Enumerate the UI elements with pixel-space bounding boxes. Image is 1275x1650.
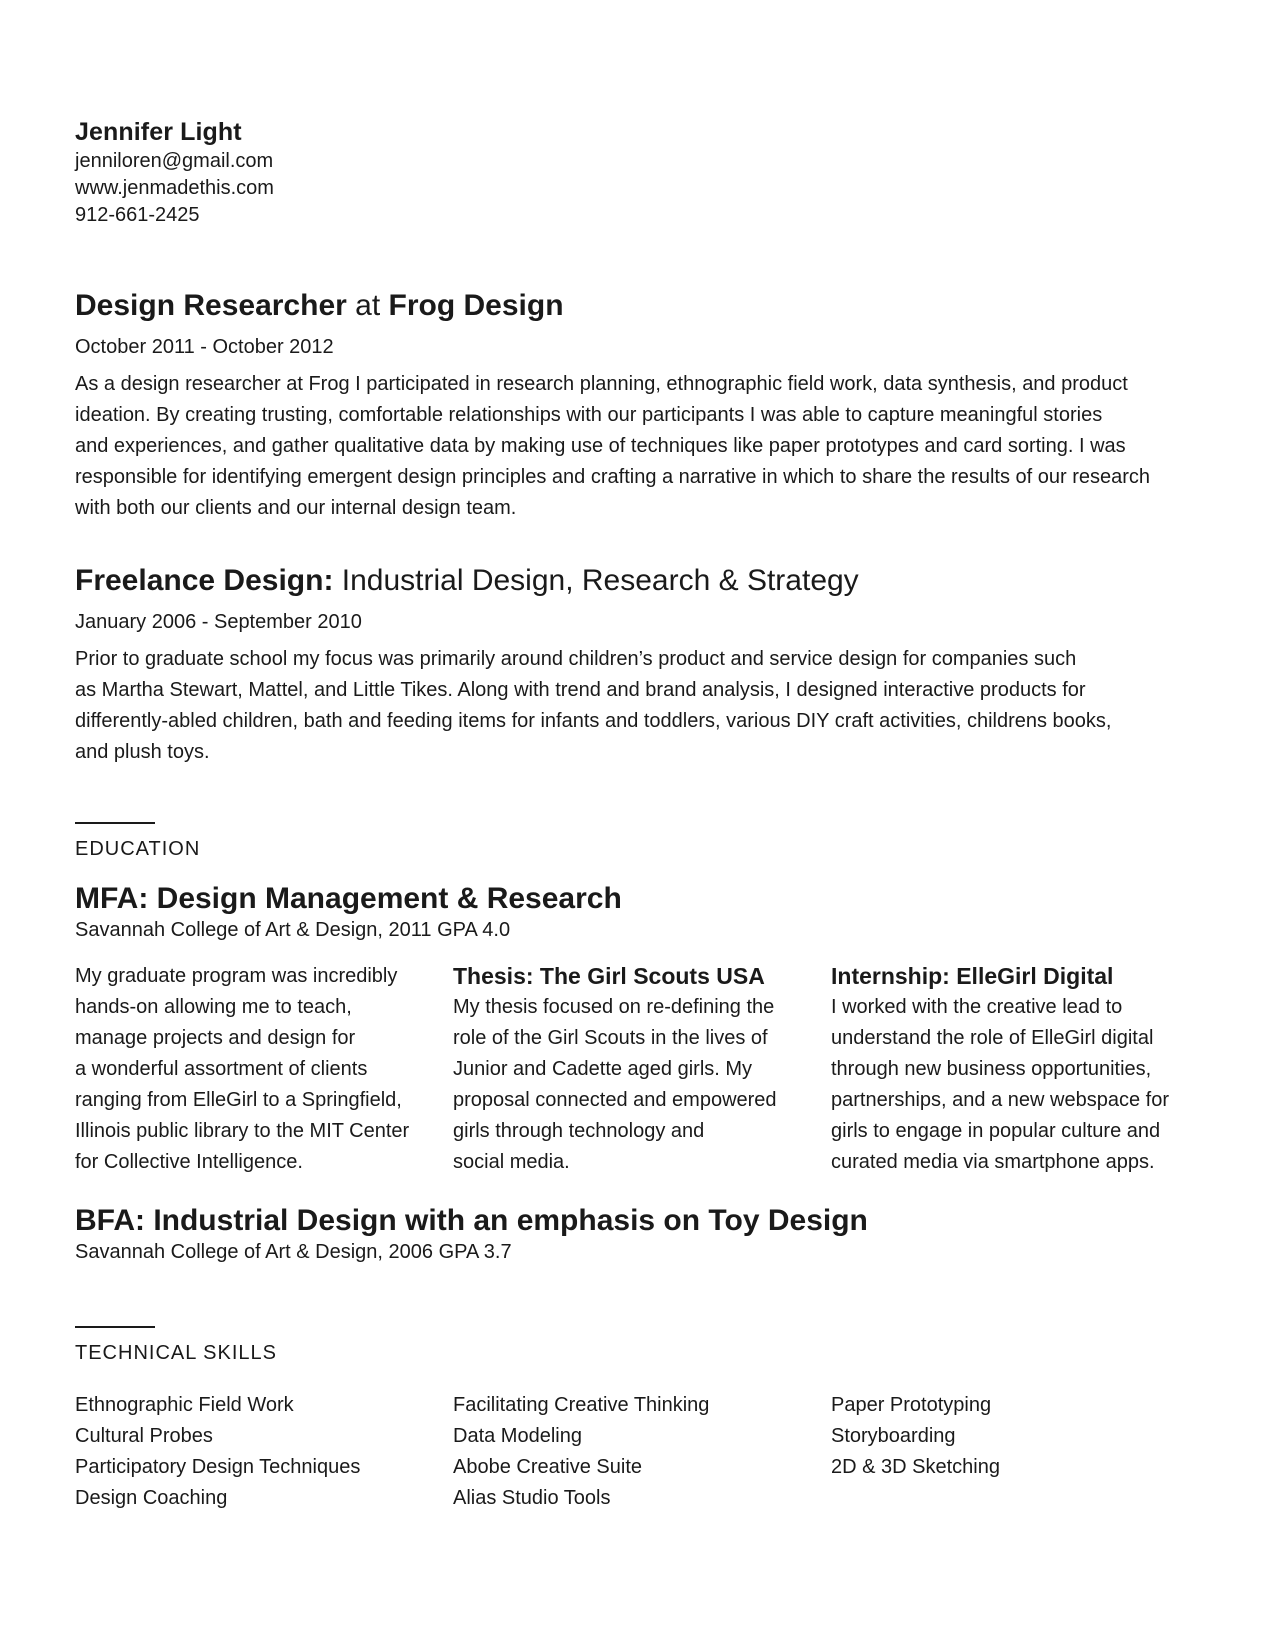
job-description-line: differently-abled children, bath and feeding items for infants and toddlers, various DIY craft activities, childrens books, xyxy=(75,710,1112,732)
job-description-line: responsible for identifying emergent design principles and crafting a narrative in which to share the results of our research xyxy=(75,466,1151,488)
job-description-line: As a design researcher at Frog I participated in research planning, ethnographic field work, data synthesis, and product xyxy=(75,373,1128,395)
phone-text: 912-661-2425 xyxy=(75,204,200,226)
job-freelance-design xyxy=(75,563,1205,768)
thesis-heading: Thesis: The Girl Scouts USA xyxy=(453,963,765,989)
internship-line: partnerships, and a new webspace for xyxy=(831,1089,1169,1111)
skill-item: Data Modeling xyxy=(453,1425,582,1447)
job-description-line: as Martha Stewart, Mattel, and Little Tikes. Along with trend and brand analysis, I designed interactive products for xyxy=(75,679,1086,701)
job-title xyxy=(75,288,1205,324)
summary-line: ranging from ElleGirl to a Springfield, xyxy=(75,1089,402,1111)
resume-page xyxy=(75,0,1205,1650)
internship-line: curated media via smartphone apps. xyxy=(831,1151,1155,1173)
job-title-connector: at xyxy=(346,289,389,322)
skill-item: Participatory Design Techniques xyxy=(75,1456,361,1478)
skills-column xyxy=(75,1390,435,1514)
job-description xyxy=(75,644,1205,768)
thesis-line: Junior and Cadette aged girls. My xyxy=(453,1058,753,1080)
skills-column xyxy=(831,1390,1191,1483)
degree-title: MFA: Design Management & Research xyxy=(75,882,622,915)
summary-line: hands-on allowing me to teach, xyxy=(75,996,352,1018)
degree-bfa xyxy=(75,1203,1205,1265)
summary-line: Illinois public library to the MIT Center xyxy=(75,1120,410,1142)
internship-line: through new business opportunities, xyxy=(831,1058,1152,1080)
thesis-line: role of the Girl Scouts in the lives of xyxy=(453,1027,768,1049)
summary-line: My graduate program was incredibly xyxy=(75,965,398,987)
thesis-line: girls through technology and xyxy=(453,1120,705,1142)
applicant-name: Jennifer Light xyxy=(75,118,242,146)
job-description xyxy=(75,369,1205,524)
job-description-line: ideation. By creating trusting, comfortable relationships with our participants I was able to capture meaningful stories xyxy=(75,404,1103,426)
job-description-line: with both our clients and our internal design team. xyxy=(75,497,517,519)
degree-school: Savannah College of Art & Design, 2011 GPA 4.0 xyxy=(75,919,511,941)
skill-item: Cultural Probes xyxy=(75,1425,213,1447)
summary-line: for Collective Intelligence. xyxy=(75,1151,303,1173)
section-divider xyxy=(75,1326,155,1328)
email-text: jenniloren@gmail.com xyxy=(75,150,274,172)
skill-item: 2D & 3D Sketching xyxy=(831,1456,1000,1478)
skill-item: Storyboarding xyxy=(831,1425,956,1447)
skill-item: Abobe Creative Suite xyxy=(453,1456,643,1478)
job-frog-design xyxy=(75,288,1205,524)
thesis-line: proposal connected and empowered xyxy=(453,1089,777,1111)
contact-block xyxy=(75,116,274,229)
internship-heading: Internship: ElleGirl Digital xyxy=(831,963,1114,989)
degree-mfa xyxy=(75,881,1205,943)
skills-heading: TECHNICAL SKILLS xyxy=(75,1342,277,1364)
job-title xyxy=(75,563,1205,599)
job-description-line: and experiences, and gather qualitative data by making use of techniques like paper prototypes and card sorting. I was xyxy=(75,435,1126,457)
mfa-program-summary xyxy=(75,961,420,1178)
skill-item: Paper Prototyping xyxy=(831,1394,992,1416)
job-dates: October 2011 - October 2012 xyxy=(75,336,334,358)
mfa-thesis xyxy=(453,961,798,1178)
skills-column xyxy=(453,1390,813,1514)
job-role: Freelance Design: xyxy=(75,564,334,597)
internship-line: I worked with the creative lead to xyxy=(831,996,1123,1018)
job-specialty: Industrial Design, Research & Strategy xyxy=(333,564,859,597)
job-company: Frog Design xyxy=(388,289,564,322)
internship-line: understand the role of ElleGirl digital xyxy=(831,1027,1154,1049)
job-dates: January 2006 - September 2010 xyxy=(75,611,362,633)
degree-title: BFA: Industrial Design with an emphasis on Toy Design xyxy=(75,1204,868,1237)
mfa-internship xyxy=(831,961,1201,1178)
job-role: Design Researcher xyxy=(75,289,347,322)
section-divider xyxy=(75,822,155,824)
skill-item: Design Coaching xyxy=(75,1487,228,1509)
summary-line: manage projects and design for xyxy=(75,1027,356,1049)
website-text: www.jenmadethis.com xyxy=(75,177,274,199)
thesis-line: social media. xyxy=(453,1151,570,1173)
job-description-line: and plush toys. xyxy=(75,741,210,763)
summary-line: a wonderful assortment of clients xyxy=(75,1058,368,1080)
degree-school: Savannah College of Art & Design, 2006 GPA 3.7 xyxy=(75,1241,512,1263)
skill-item: Ethnographic Field Work xyxy=(75,1394,294,1416)
education-heading: EDUCATION xyxy=(75,838,201,860)
job-description-line: Prior to graduate school my focus was primarily around children’s product and service design for companies such xyxy=(75,648,1077,670)
thesis-line: My thesis focused on re-defining the xyxy=(453,996,775,1018)
skill-item: Alias Studio Tools xyxy=(453,1487,611,1509)
internship-line: girls to engage in popular culture and xyxy=(831,1120,1161,1142)
skill-item: Facilitating Creative Thinking xyxy=(453,1394,710,1416)
